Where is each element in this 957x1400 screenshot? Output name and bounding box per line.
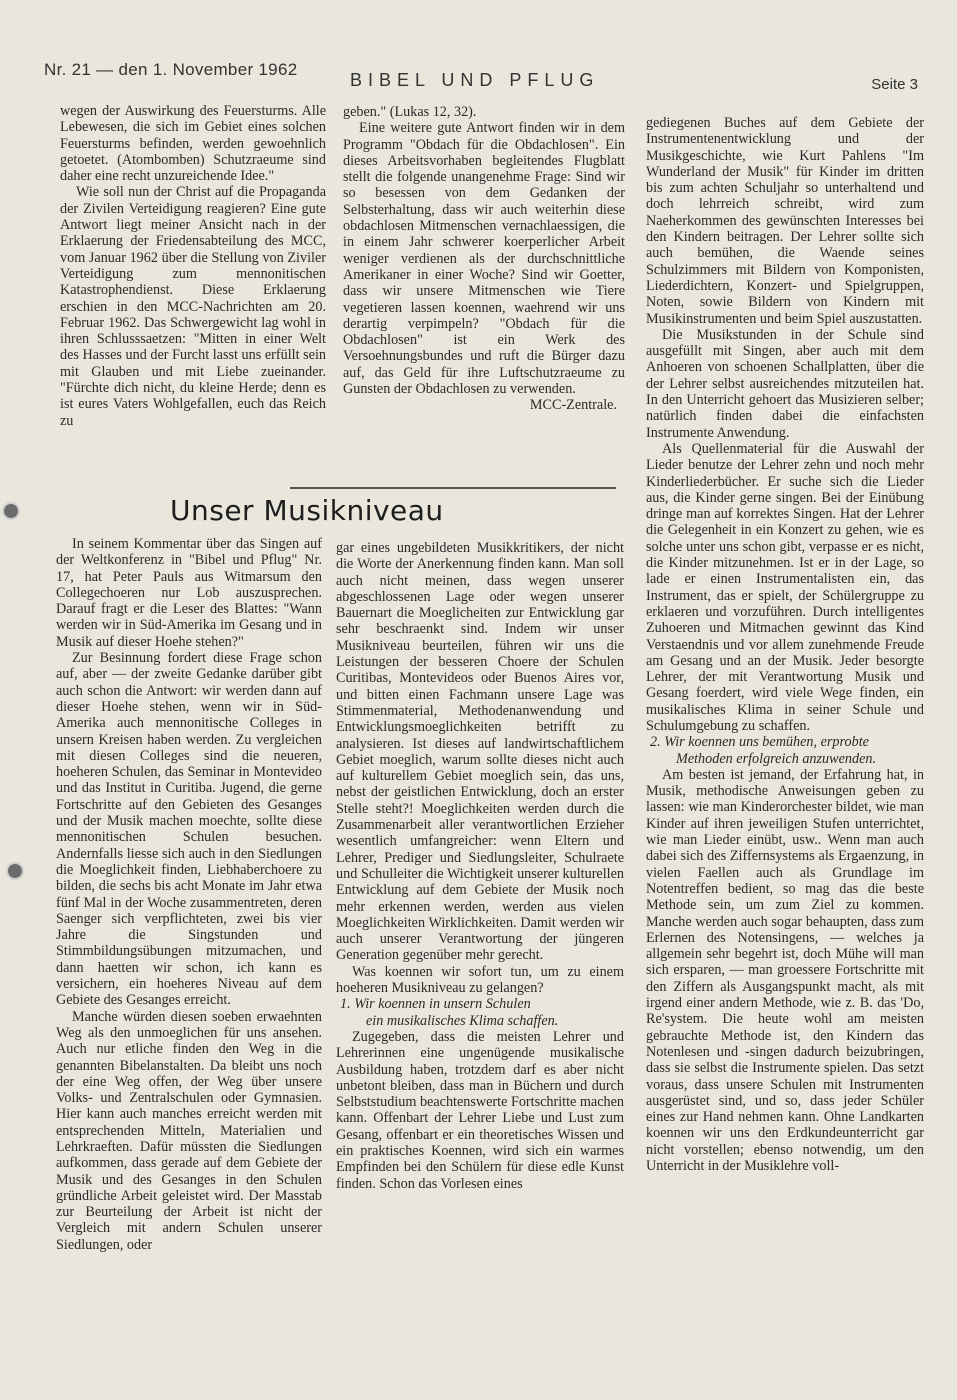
item-number: 1. [340, 996, 351, 1013]
page-header [44, 58, 924, 98]
paragraph: Die Musikstunden in der Schule sind ausgefüllt mit Singen, aber auch mit dem Anhoeren von schoenen Schallplatten, über die der Lehrer selbst ausreichendes mitzuteilen hat. In den Unterricht gehoert das Musizieren selber; natürlich finden dabei die einfachsten Instrumente Anwendung. [646, 326, 924, 441]
signature: MCC-Zentrale. [529, 397, 617, 414]
binder-hole [6, 862, 24, 880]
article-headline: Unser Musikniveau [170, 494, 444, 527]
page-number: Seite 3 [871, 76, 918, 93]
paragraph: Was koennen wir sofort tun, um zu einem hoeheren Musikniveau zu gelangen? [336, 963, 624, 997]
item-number: 2. [650, 734, 661, 751]
column-top-middle [343, 104, 625, 414]
paragraph: Als Quellenmaterial für die Auswahl der Lieder benutze der Lehrer zehn und noch mehr Kinderliederbücher. Er suche sich die Lieder aus, die Kinder gerne singen. Bei der Einübung dringe man auf korrektes Singen. Hat der Lehrer die Gelegenheit in ein Konzert zu gehen, wie es solche unter uns schon gibt, verpasse er es nicht, die Kinder mitzunehmen. Ist er in der Lage, so lade er einen Instrumentalisten ein, das Instrument, das er spielt, der Schülergruppe zu erklaeren und vorzuführen. Durch intelligentes Zuhoeren und Mitmachen gewinnt das Kind Verstaendnis und vor allem zunehmende Freude am Gesang und an der Musik. Jeder besorgte Lehrer, der mit Verantwortung Musik und Gesang foerdert, wird viele Wege finden, ein musikalisches Klima in seiner Schule und Schulumgebung zu schaffen. [646, 440, 924, 734]
numbered-heading [336, 996, 624, 1029]
paragraph: Eine weitere gute Antwort finden wir in dem Programm "Obdach für die Obdachlosen". Ein dieses Arbeitsvorhaben begleitendes Flugblatt stellt die folgende unangenehme Frage: Sind wir so besessen von dem Gedanken der Selbsterhaltung, dass wir auch weiterhin diese obdachlosen Mitmenschen vernachlaessigen, die in einem Jahr schwerer koerperlicher Arbeit weniger verdienen als der durchschnittliche Amerikaner in einer Woche? Sind wir Goetter, dass wir unsere Mitmenschen wie Tiere vegetieren lassen koennen, waehrend wir uns derartig verpimpeln? "Obdach für die Obdachlosen" ist ein Werk des Versoehnungsbundes und ruft die Bürger dazu auf, das Geld für ihre Luftschutzraeume zu Gunsten der Obdachlosen zu verwenden. [343, 120, 625, 398]
item-line: Wir koennen uns bemühen, erprobte [664, 734, 869, 751]
paragraph: Zur Besinnung fordert diese Frage schon auf, aber — der zweite Gedanke darüber gibt auch schon die Antwort: wir werden dann auf dieser Hoehe stehen, wenn wir in Süd-Amerika auch mennonitische Colleges in unsern Kreisen haben werden. Zu vergleichen mit diesen Colleges sind die neueren, hoeheren Schulen, das Seminar in Montevideo und das Institut in Curitiba. Jugend, die gerne Fortschritte auf den Gebieten des Gesanges und der Musik machen moechte, sollte diese mennonitischen Schulen besuchen. Andernfalls liesse sich auch in den Siedlungen die Moeglichkeit finden, Liebhaberchoere zu bilden, die sechs bis acht Monate im Jahr etwa fünf Mal in der Woche zusammentreten, deren Saenger sich verpflichteten, zwei bis vier Jahre die Singstunden und Stimmbildungsübungen mitzumachen, und dann haetten wir schon, ich kann es versichern, ein hoeheres Niveau auf dem Gebiete des Gesanges erreicht. [56, 650, 322, 1009]
column-article-middle [336, 540, 624, 1192]
paragraph: Zugegeben, dass die meisten Lehrer und Lehrerinnen eine ungenügende musikalische Ausbildung haben, trotzdem darf es aber nicht unbetont bleiben, dass man in Büchern und durch Selbststudium beachtenswerte Fortschritte machen kann. Offenbart der Lehrer Liebe und Lust zum Gesang, offenbart er ein theoretisches Wissen und ein praktisches Koennen, wird sich ein warmes Empfinden bei den Schülern für diese edle Kunst finden. Schon das Vorlesen eines [336, 1028, 625, 1192]
paragraph: Am besten ist jemand, der Erfahrung hat, in Musik, methodische Anweisungen geben zu lassen: wie man Kinderorchester bildet, wie man Kinder auf ihren jeweiligen Stufen unterrichtet, wie man Lieder einübt, usw.. Wenn man auch dabei sich des Ziffernsystems als Ergaenzung, in vielen Faellen auch als Grundlage im Notentreffen bedient, so mag das die beste Methode sein, um zum Ziel zu kommen. Manche werden auch sogar behaupten, dass zum Erlernen des Notensingens, — welches ja allgemein sehr begehrt ist, doch Mühe will man sich ersparen, — man groessere Fortschritte mit den Ziffern als Ausgangspunkt macht, als mit irgend einer andern Methode, wie z. B. das 'Do, Re'system. Die heute wohl am meisten gebrauchte Methode ist, den Kindern das Notenlesen und -singen dadurch beizubringen, dass sie selbst die Instrumente spielen. Das setzt voraus, dass unsere Schulen mit Instrumenten ausgerüstet sind, und so, dass jeder Schüler eines zur Hand nehmen kann. Ohne Landkarten koennen wir uns den Erdkundeunterricht gar nicht vorstellen; ebenso notwendig, um den Unterricht in der Musiklehre voll- [646, 766, 924, 1174]
item-line: Wir koennen in unsern Schulen [354, 996, 531, 1013]
column-right [646, 115, 924, 1174]
paragraph: Manche würden diesen soeben erwaehnten Weg als den unmoeglichen für uns ansehen. Auch nur etliche finden den Weg in die genannten Bibelanstalten. Da bleibt uns noch der eine Weg offen, der Weg über unsere Volks- und Zentralschulen oder Gymnasien. Hier kann auch manches erreicht werden mit entsprechenden Mitteln, Materialien und Lehrkraeften. Dafür müssten die Siedlungen aufkommen, dass gerade auf dem Gebiete der Musik und des Gesanges in den Schulen gründliche Arbeit geleistet wird. Der Masstab zur Beurteilung der Arbeit ist nicht der Vergleich mit andern Schulen unserer Siedlungen, oder [56, 1008, 322, 1253]
paragraph: Wie soll nun der Christ auf die Propaganda der Zivilen Verteidigung reagieren? Eine gute Antwort liegt meiner Ansicht nach in der Erklaerung der Friedensabteilung des MCC, vom Januar 1962 über die Stellung von Ziviler Verteidigung zum mennonitischen Katastrophendienst. Diese Erklaerung erschien in den MCC-Nachrichten am 20. Februar 1962. Das Schwergewicht lag wohl in ihren Schlusssaetzen: "Mitten in einer Welt des Hasses und der Furcht lasst uns erfüllt sein mit Glauben und mit Liebe zueinander. "Fürchte dich nicht, du kleine Herde; denn es ist eures Vaters Wohlgefallen, euch das Reich zu [60, 184, 326, 429]
item-line: ein musikalisches Klima schaffen. [366, 1012, 559, 1029]
separator-rule [290, 487, 616, 489]
paragraph: geben." (Lukas 12, 32). [343, 104, 477, 120]
binder-hole [2, 502, 20, 520]
masthead: BIBEL UND PFLUG [350, 70, 600, 90]
column-article-left [56, 536, 322, 1253]
column-top-left [60, 103, 326, 429]
paragraph: gar eines ungebildeten Musikkritikers, der nicht die Worte der Anerkennung finden kann. Man soll auch nicht meinen, dass wegen unserer abgeschlossenen Lage oder wegen unserer Bauernart die Moeglicheiten zur Entwicklung gar sehr beschraenkt sind. Indem wir unser Musikniveau beurteilen, führen wir uns die Leistungen der besseren Choere der Schulen Curitibas, Montevideos oder Buenos Aires vor, und bitten einen Fachmann unsere Lage was Stimmenmaterial, Methodenanwendung und Entwicklungsmoeglichkeiten betrifft zu analysieren. Ist dieses auf landwirtschaftlichem Gebiet moeglich, warum sollte dieses nicht auch auf kulturellem Gebiet moeglich sein, das uns, nebst der geistlichen Entwicklung, doch an erster Stelle steht?! Moeglichkeiten werden durch die Zusammenarbeit aller verantwortlichen Erzieher wesentlich umfangreicher: wenn Eltern und Lehrer, Prediger und Siedlungsleiter, Schulraete und Schulleiter die Wichtigkeit unserer kulturellen Entwicklung auf dem Gebiete der Musik noch mehr erkennen werden, werden aus vielen Moeglichkeiten Wirklichkeiten. Damit werden wir auch unserer Verantwortung der jüngeren Generation gegenüber mehr gerecht. [336, 540, 624, 964]
paragraph: gediegenen Buches auf dem Gebiete der Instrumentenentwicklung und der Musikgeschichte, wie Kurt Pahlens "Im Wunderland der Musik" für Kinder im dritten bis zum achten Schuljahr so unterhaltend und doch lehrreich schreibt, wird zum Naeherkommen des gewünschten Interesses bei den Kindern beitragen. Der Lehrer sollte sich auch bemühen, die Waende seines Schulzimmers mit Bildern von Komponisten, Liederdichtern, Konzert- und Spielgruppen, Noten, sowie Bildern von Kindern mit Musikinstrumenten und beim Spiel auszustatten. [646, 115, 924, 327]
numbered-heading [646, 734, 924, 767]
item-line: Methoden erfolgreich anzuwenden. [676, 750, 877, 767]
paragraph: In seinem Kommentar über das Singen auf der Weltkonferenz in "Bibel und Pflug" Nr. 17, hat Peter Pauls aus Witmarsum den Collegechoeren nur Lob auszusprechen. Darauf fragt er die Leser des Blattes: "Wann werden wir in Süd-Amerika im Gesang und in Musik auf dieser Hoehe stehen?" [56, 536, 322, 650]
paragraph: wegen der Auswirkung des Feuersturms. Alle Lebewesen, die sich im Gebiet eines solchen Feuersturms befinden, werden gewoehnlich getoetet. (Atombomben) Schutzraeume sind daher eine recht unzureichende Idee." [60, 103, 326, 185]
issue-line: Nr. 21 — den 1. November 1962 [44, 60, 298, 79]
